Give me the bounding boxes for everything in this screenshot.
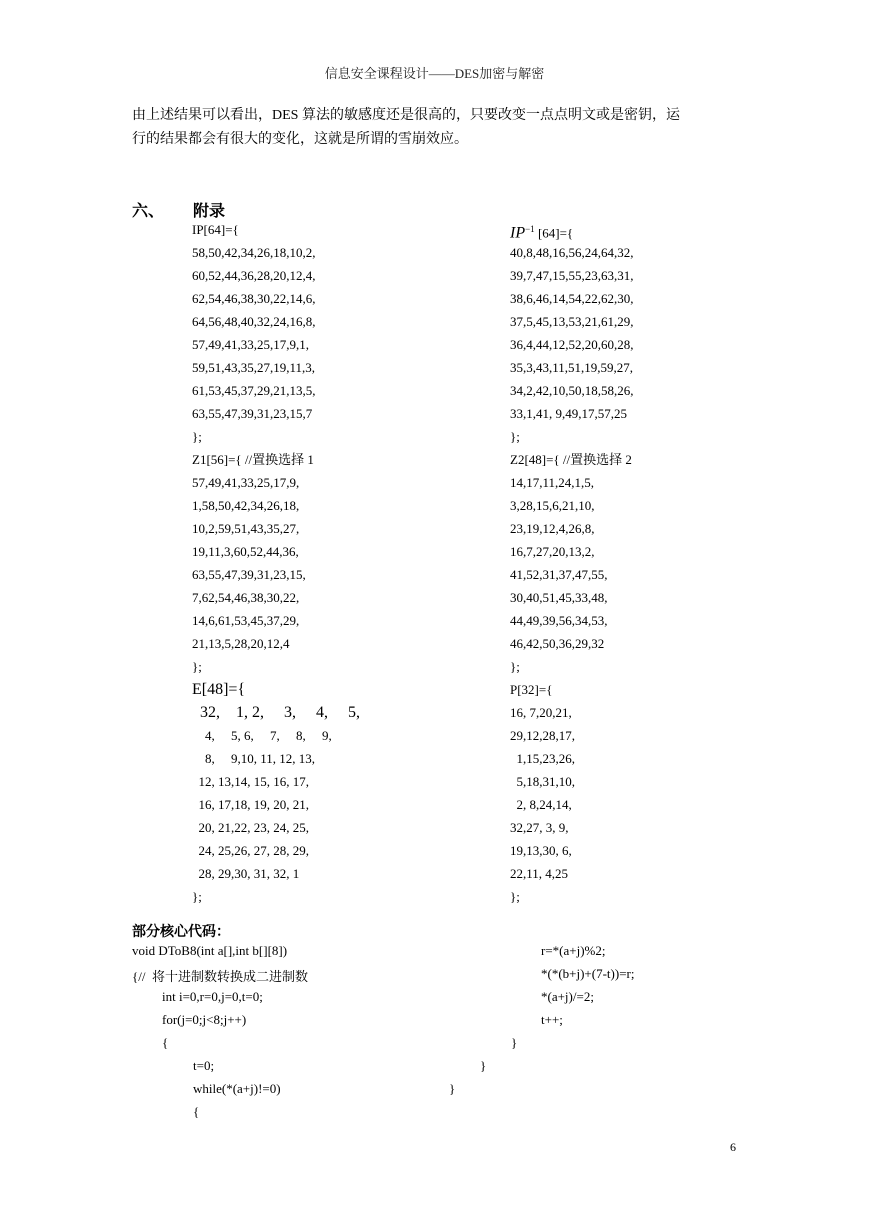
code-line: 23,19,12,4,26,8, — [510, 521, 595, 536]
code-line: Z2[48]={ //置换选择 2 — [510, 452, 632, 467]
code-line: 35,3,43,11,51,19,59,27, — [510, 360, 634, 375]
code-line: } — [449, 1081, 456, 1096]
code-line: } — [511, 1035, 518, 1050]
code-line: 1,15,23,26, — [510, 751, 575, 766]
code-line: }; — [510, 889, 520, 904]
code-line: 41,52,31,37,47,55, — [510, 567, 608, 582]
code-line: 44,49,39,56,34,53, — [510, 613, 608, 628]
code-line: 36,4,44,12,52,20,60,28, — [510, 337, 634, 352]
code-line: 4, 5, 6, 7, 8, 9, — [192, 728, 332, 743]
ipinv-rest: [64]={ — [534, 225, 574, 241]
code-line: { — [193, 1104, 200, 1119]
code-line: 12, 13,14, 15, 16, 17, — [192, 774, 309, 789]
code-line: 14,6,61,53,45,37,29, — [192, 613, 300, 628]
code-line: 37,5,45,13,53,21,61,29, — [510, 314, 634, 329]
code-line: 62,54,46,38,30,22,14,6, — [192, 291, 316, 306]
code-line: }; — [192, 429, 202, 444]
code-line: 10,2,59,51,43,35,27, — [192, 521, 300, 536]
code-line: 29,12,28,17, — [510, 728, 575, 743]
code-line: P[32]={ — [510, 682, 553, 697]
code-line: for(j=0;j<8;j++) — [162, 1012, 247, 1027]
code-line: 30,40,51,45,33,48, — [510, 590, 608, 605]
paragraph-line-2: 行的结果都会有很大的变化，这就是所谓的雪崩效应。 — [132, 132, 468, 147]
code-line: 16,7,27,20,13,2, — [510, 544, 595, 559]
code-line: 32, 1, 2, 3, 4, 5, — [192, 704, 360, 721]
code-line: 40,8,48,16,56,24,64,32, — [510, 245, 634, 260]
code-line: }; — [510, 429, 520, 444]
code-line: *(a+j)/=2; — [541, 989, 594, 1004]
code-line: 60,52,44,36,28,20,12,4, — [192, 268, 316, 283]
code-line: 63,55,47,39,31,23,15,7 — [192, 406, 313, 421]
code-line: 5,18,31,10, — [510, 774, 575, 789]
code-line: 19,13,30, 6, — [510, 843, 572, 858]
code-line: Z1[56]={ //置换选择 1 — [192, 452, 314, 467]
paragraph-line-1: 由上述结果可以看出，DES 算法的敏感度还是很高的，只要改变一点点明文或是密钥，运 — [132, 108, 680, 123]
code-line: 58,50,42,34,26,18,10,2, — [192, 245, 316, 260]
code-line: 59,51,43,35,27,19,11,3, — [192, 360, 316, 375]
right-code-column — [510, 218, 634, 908]
code-line: int i=0,r=0,j=0,t=0; — [162, 989, 263, 1004]
left-code-column — [192, 218, 360, 908]
code-line: 14,17,11,24,1,5, — [510, 475, 595, 490]
code-line: 1,58,50,42,34,26,18, — [192, 498, 300, 513]
code-line: {// 将十进制数转换成二进制数 — [132, 969, 308, 984]
code-line: while(*(a+j)!=0) — [193, 1081, 281, 1096]
code-line: 61,53,45,37,29,21,13,5, — [192, 383, 316, 398]
code-section-title: 部分核心代码： — [132, 925, 230, 940]
code-line: 21,13,5,28,20,12,4 — [192, 636, 290, 651]
ipinv-superscript: −1 — [525, 224, 535, 234]
ipinv-heading — [510, 218, 634, 241]
code-line: 64,56,48,40,32,24,16,8, — [192, 314, 316, 329]
code-line: }; — [510, 659, 520, 674]
code-line: *(*(b+j)+(7-t))=r; — [541, 966, 635, 981]
code-line: 28, 29,30, 31, 32, 1 — [192, 866, 300, 881]
code-line: }; — [192, 659, 202, 674]
code-line: IP[64]={ — [192, 222, 239, 237]
code-line: 16, 7,20,21, — [510, 705, 572, 720]
code-line: 19,11,3,60,52,44,36, — [192, 544, 299, 559]
code-line: 32,27, 3, 9, — [510, 820, 569, 835]
code-line: 3,28,15,6,21,10, — [510, 498, 595, 513]
code-line: 63,55,47,39,31,23,15, — [192, 567, 306, 582]
code-line: 39,7,47,15,55,23,63,31, — [510, 268, 634, 283]
code-line: 46,42,50,36,29,32 — [510, 636, 605, 651]
code-line: 7,62,54,46,38,30,22, — [192, 590, 300, 605]
code-line: 33,1,41, 9,49,17,57,25 — [510, 406, 627, 421]
code-line: t=0; — [193, 1058, 215, 1073]
code-line: 24, 25,26, 27, 28, 29, — [192, 843, 309, 858]
code-line: } — [480, 1058, 487, 1073]
code-line: 8, 9,10, 11, 12, 13, — [192, 751, 316, 766]
code-line: void DToB8(int a[],int b[][8]) — [132, 943, 288, 958]
code-line: 34,2,42,10,50,18,58,26, — [510, 383, 634, 398]
code-line: r=*(a+j)%2; — [541, 943, 606, 958]
code-line: 2, 8,24,14, — [510, 797, 572, 812]
page-number: 6 — [730, 1140, 736, 1154]
code-line: 38,6,46,14,54,22,62,30, — [510, 291, 634, 306]
page-header: 信息安全课程设计——DES加密与解密 — [324, 66, 545, 81]
code-line: E[48]={ — [192, 681, 246, 698]
code-line: 20, 21,22, 23, 24, 25, — [192, 820, 309, 835]
ipinv-symbol: IP — [510, 224, 526, 242]
code-line: 22,11, 4,25 — [510, 866, 569, 881]
code-line: t++; — [541, 1012, 563, 1027]
section-number: 六、 — [132, 203, 165, 220]
code-line: 57,49,41,33,25,17,9,1, — [192, 337, 309, 352]
code-line: 57,49,41,33,25,17,9, — [192, 475, 300, 490]
code-line: 16, 17,18, 19, 20, 21, — [192, 797, 309, 812]
code-line: }; — [192, 889, 202, 904]
code-line: { — [162, 1035, 169, 1050]
section-title: 附录 — [193, 203, 226, 220]
